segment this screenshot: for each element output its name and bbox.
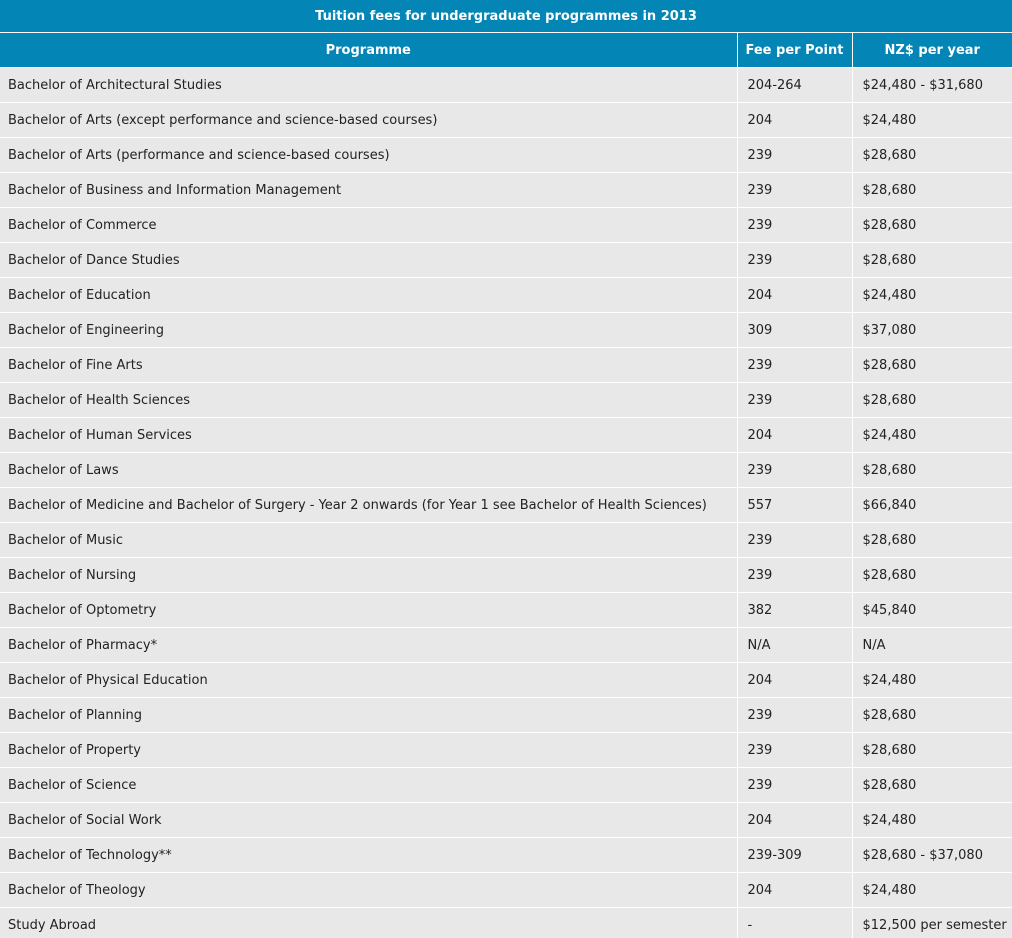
- nz-per-year-cell: $28,680 - $37,080: [852, 838, 1012, 873]
- fee-per-point-cell: 239: [737, 243, 852, 278]
- fee-per-point-cell: 239-309: [737, 838, 852, 873]
- programme-cell: Bachelor of Architectural Studies: [0, 68, 737, 103]
- table-row: [0, 803, 1012, 838]
- table-row: [0, 138, 1012, 173]
- programme-cell: Bachelor of Business and Information Management: [0, 173, 737, 208]
- programme-cell: Study Abroad: [0, 908, 737, 938]
- fee-per-point-cell: 309: [737, 313, 852, 348]
- programme-cell: Bachelor of Optometry: [0, 593, 737, 628]
- programme-cell: Bachelor of Fine Arts: [0, 348, 737, 383]
- nz-per-year-cell: $45,840: [852, 593, 1012, 628]
- fee-per-point-cell: 239: [737, 768, 852, 803]
- table-row: [0, 908, 1012, 938]
- table-row: [0, 663, 1012, 698]
- nz-per-year-cell: $28,680: [852, 698, 1012, 733]
- fee-per-point-cell: 239: [737, 138, 852, 173]
- table-row: [0, 488, 1012, 523]
- fee-per-point-cell: 239: [737, 453, 852, 488]
- table-row: [0, 278, 1012, 313]
- fee-per-point-cell: 204: [737, 418, 852, 453]
- fee-per-point-cell: 239: [737, 348, 852, 383]
- table-row: [0, 173, 1012, 208]
- table-row: [0, 68, 1012, 103]
- nz-per-year-cell: $24,480: [852, 418, 1012, 453]
- table-caption-row: [0, 0, 1012, 33]
- nz-per-year-cell: $24,480: [852, 803, 1012, 838]
- fee-per-point-cell: 204: [737, 803, 852, 838]
- programme-cell: Bachelor of Education: [0, 278, 737, 313]
- fee-per-point-cell: 382: [737, 593, 852, 628]
- fee-per-point-cell: 239: [737, 733, 852, 768]
- fee-per-point-cell: 204: [737, 278, 852, 313]
- table-row: [0, 628, 1012, 663]
- programme-cell: Bachelor of Theology: [0, 873, 737, 908]
- table-row: [0, 418, 1012, 453]
- fee-per-point-cell: 239: [737, 558, 852, 593]
- table-row: [0, 593, 1012, 628]
- programme-cell: Bachelor of Technology**: [0, 838, 737, 873]
- programme-cell: Bachelor of Social Work: [0, 803, 737, 838]
- fee-per-point-cell: 239: [737, 523, 852, 558]
- table-row: [0, 243, 1012, 278]
- table-row: [0, 523, 1012, 558]
- nz-per-year-cell: N/A: [852, 628, 1012, 663]
- fee-per-point-cell: 204: [737, 103, 852, 138]
- nz-per-year-cell: $37,080: [852, 313, 1012, 348]
- programme-cell: Bachelor of Science: [0, 768, 737, 803]
- table-row: [0, 698, 1012, 733]
- programme-cell: Bachelor of Dance Studies: [0, 243, 737, 278]
- nz-per-year-cell: $24,480: [852, 278, 1012, 313]
- table-row: [0, 103, 1012, 138]
- fee-per-point-cell: 239: [737, 173, 852, 208]
- fee-per-point-cell: N/A: [737, 628, 852, 663]
- programme-cell: Bachelor of Music: [0, 523, 737, 558]
- nz-per-year-cell: $28,680: [852, 243, 1012, 278]
- table-body: [0, 68, 1012, 938]
- table-row: [0, 453, 1012, 488]
- programme-cell: Bachelor of Commerce: [0, 208, 737, 243]
- programme-cell: Bachelor of Arts (performance and science-based courses): [0, 138, 737, 173]
- fee-per-point-cell: -: [737, 908, 852, 938]
- fee-per-point-cell: 239: [737, 698, 852, 733]
- table-row: [0, 838, 1012, 873]
- nz-per-year-cell: $28,680: [852, 208, 1012, 243]
- fee-per-point-cell: 239: [737, 208, 852, 243]
- programme-cell: Bachelor of Engineering: [0, 313, 737, 348]
- programme-cell: Bachelor of Arts (except performance and science-based courses): [0, 103, 737, 138]
- table-row: [0, 733, 1012, 768]
- nz-per-year-cell: $28,680: [852, 138, 1012, 173]
- programme-cell: Bachelor of Planning: [0, 698, 737, 733]
- programme-cell: Bachelor of Nursing: [0, 558, 737, 593]
- nz-per-year-cell: $28,680: [852, 558, 1012, 593]
- fee-per-point-cell: 204-264: [737, 68, 852, 103]
- programme-cell: Bachelor of Health Sciences: [0, 383, 737, 418]
- table-caption: Tuition fees for undergraduate programmes in 2013: [0, 0, 1012, 33]
- nz-per-year-cell: $28,680: [852, 348, 1012, 383]
- nz-per-year-cell: $24,480: [852, 873, 1012, 908]
- nz-per-year-cell: $28,680: [852, 768, 1012, 803]
- programme-cell: Bachelor of Human Services: [0, 418, 737, 453]
- table-row: [0, 873, 1012, 908]
- nz-per-year-cell: $28,680: [852, 173, 1012, 208]
- table-row: [0, 383, 1012, 418]
- column-header-nz-per-year: NZ$ per year: [852, 33, 1012, 68]
- nz-per-year-cell: $28,680: [852, 733, 1012, 768]
- fee-per-point-cell: 239: [737, 383, 852, 418]
- nz-per-year-cell: $24,480 - $31,680: [852, 68, 1012, 103]
- programme-cell: Bachelor of Property: [0, 733, 737, 768]
- nz-per-year-cell: $28,680: [852, 383, 1012, 418]
- programme-cell: Bachelor of Physical Education: [0, 663, 737, 698]
- column-header-programme: Programme: [0, 33, 737, 68]
- table-row: [0, 348, 1012, 383]
- fee-per-point-cell: 204: [737, 873, 852, 908]
- nz-per-year-cell: $66,840: [852, 488, 1012, 523]
- fee-per-point-cell: 204: [737, 663, 852, 698]
- nz-per-year-cell: $24,480: [852, 663, 1012, 698]
- table-row: [0, 558, 1012, 593]
- column-header-fee-per-point: Fee per Point: [737, 33, 852, 68]
- programme-cell: Bachelor of Pharmacy*: [0, 628, 737, 663]
- programme-cell: Bachelor of Laws: [0, 453, 737, 488]
- nz-per-year-cell: $28,680: [852, 523, 1012, 558]
- table-row: [0, 313, 1012, 348]
- table-row: [0, 208, 1012, 243]
- programme-cell: Bachelor of Medicine and Bachelor of Surgery - Year 2 onwards (for Year 1 see Bachelor of Health Sciences): [0, 488, 737, 523]
- table-row: [0, 768, 1012, 803]
- table-header-row: [0, 33, 1012, 68]
- nz-per-year-cell: $28,680: [852, 453, 1012, 488]
- nz-per-year-cell: $24,480: [852, 103, 1012, 138]
- fee-per-point-cell: 557: [737, 488, 852, 523]
- nz-per-year-cell: $12,500 per semester: [852, 908, 1012, 938]
